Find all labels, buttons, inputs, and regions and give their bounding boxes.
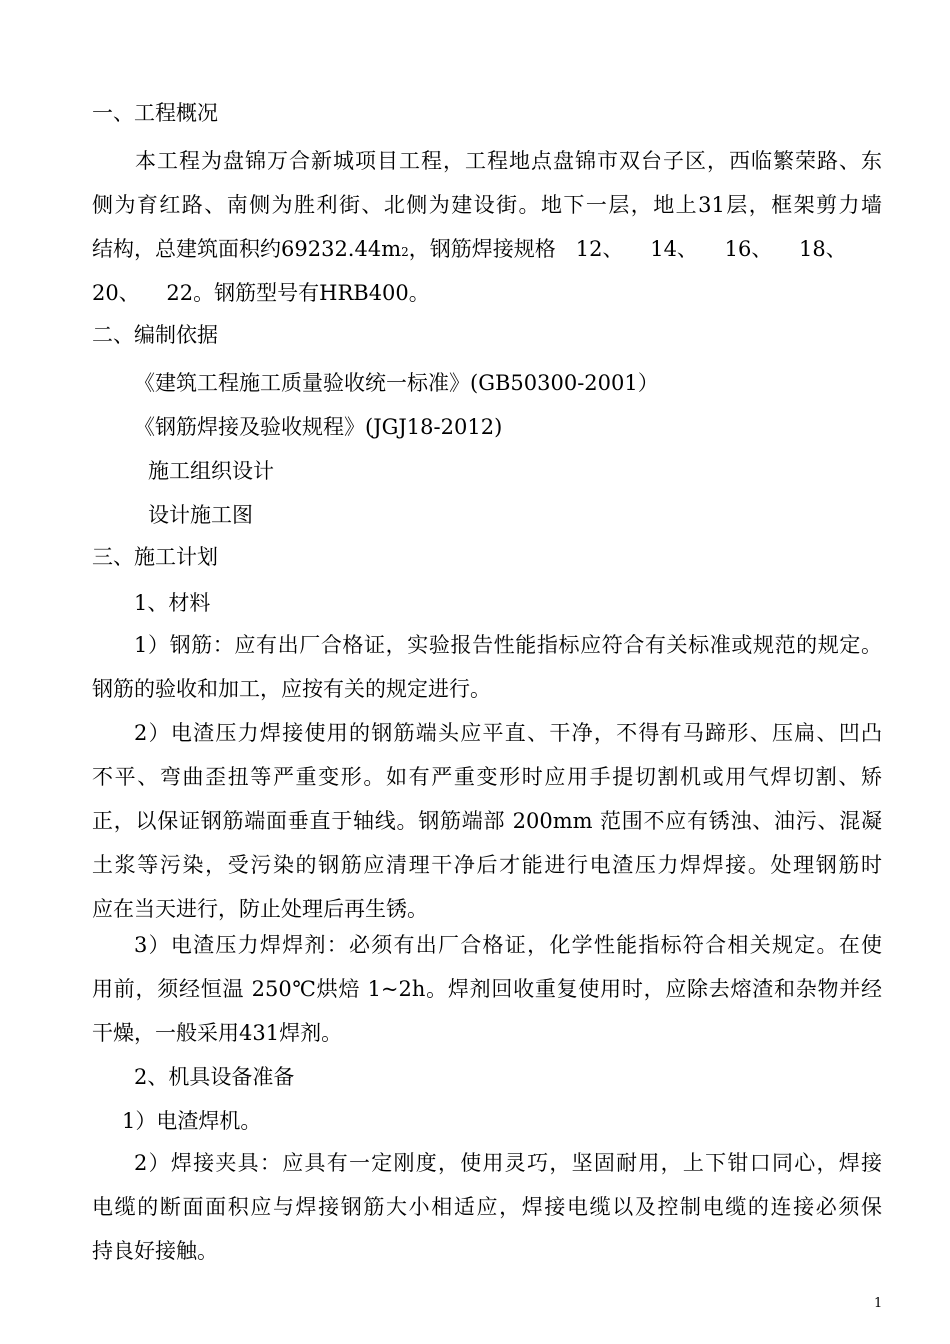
basis-item-4: 设计施工图: [148, 503, 253, 527]
equipment-item-2-line-3: 持良好接触。: [92, 1239, 218, 1263]
materials-p2-line-1: 2）电渣压力焊接使用的钢筋端头应平直、干净，不得有马蹄形、压扁、凹凸: [134, 721, 882, 745]
materials-p2-line-4: 土浆等污染，受污染的钢筋应清理干净后才能进行电渣压力焊焊接。处理钢筋时: [92, 853, 882, 877]
materials-p2-line-2: 不平、弯曲歪扭等严重变形。如有严重变形时应用手提切割机或用气焊切割、矫: [92, 765, 882, 789]
equipment-item-2-line-2: 电缆的断面面积应与焊接钢筋大小相适应，焊接电缆以及控制电缆的连接必须保: [92, 1195, 882, 1219]
basis-item-2: 《钢筋焊接及验收规程》(JGJ18-2012): [134, 415, 503, 439]
basis-item-3: 施工组织设计: [148, 459, 274, 483]
equipment-item-1: 1）电渣焊机。: [122, 1109, 262, 1133]
overview-line-1: 本工程为盘锦万合新城项目工程，工程地点盘锦市双台子区，西临繁荣路、东: [134, 149, 882, 173]
materials-p2-line-5: 应在当天进行，防止处理后再生锈。: [92, 897, 428, 921]
materials-p3-line-3: 干燥，一般采用431焊剂。: [92, 1021, 343, 1045]
overview-line-4: 20、 22。钢筋型号有HRB400。: [92, 281, 430, 305]
page-number: 1: [874, 1296, 883, 1311]
materials-p3-line-1: 3）电渣压力焊焊剂：必须有出厂合格证，化学性能指标符合相关规定。在使: [134, 933, 882, 957]
materials-p3-line-2: 用前，须经恒温 250℃烘焙 1~2h。焊剂回收重复使用时，应除去熔渣和杂物并经: [92, 977, 882, 1001]
subsection-materials: 1、材料: [134, 591, 211, 615]
section-heading-plan: 三、施工计划: [92, 545, 218, 569]
overview-line-3: 结构，总建筑面积约69232.44m2，钢筋焊接规格 12、 14、 16、 18、: [92, 237, 847, 261]
section-heading-basis: 二、编制依据: [92, 323, 218, 347]
materials-p1-line-1: 1）钢筋：应有出厂合格证，实验报告性能指标应符合有关标准或规范的规定。: [134, 633, 882, 657]
materials-p1-line-2: 钢筋的验收和加工，应按有关的规定进行。: [92, 677, 491, 701]
subsection-equipment: 2、机具设备准备: [134, 1065, 295, 1089]
section-heading-overview: 一、工程概况: [92, 101, 218, 125]
materials-p2-line-3: 正，以保证钢筋端面垂直于轴线。钢筋端部 200mm 范围不应有锈浊、油污、混凝: [92, 809, 882, 833]
basis-item-1: 《建筑工程施工质量验收统一标准》(GB50300-2001）: [134, 371, 659, 395]
equipment-item-2-line-1: 2）焊接夹具：应具有一定刚度，使用灵巧，坚固耐用，上下钳口同心，焊接: [134, 1151, 882, 1175]
overview-line-2: 侧为育红路、南侧为胜利街、北侧为建设街。地下一层，地上31层，框架剪力墙: [92, 193, 882, 217]
